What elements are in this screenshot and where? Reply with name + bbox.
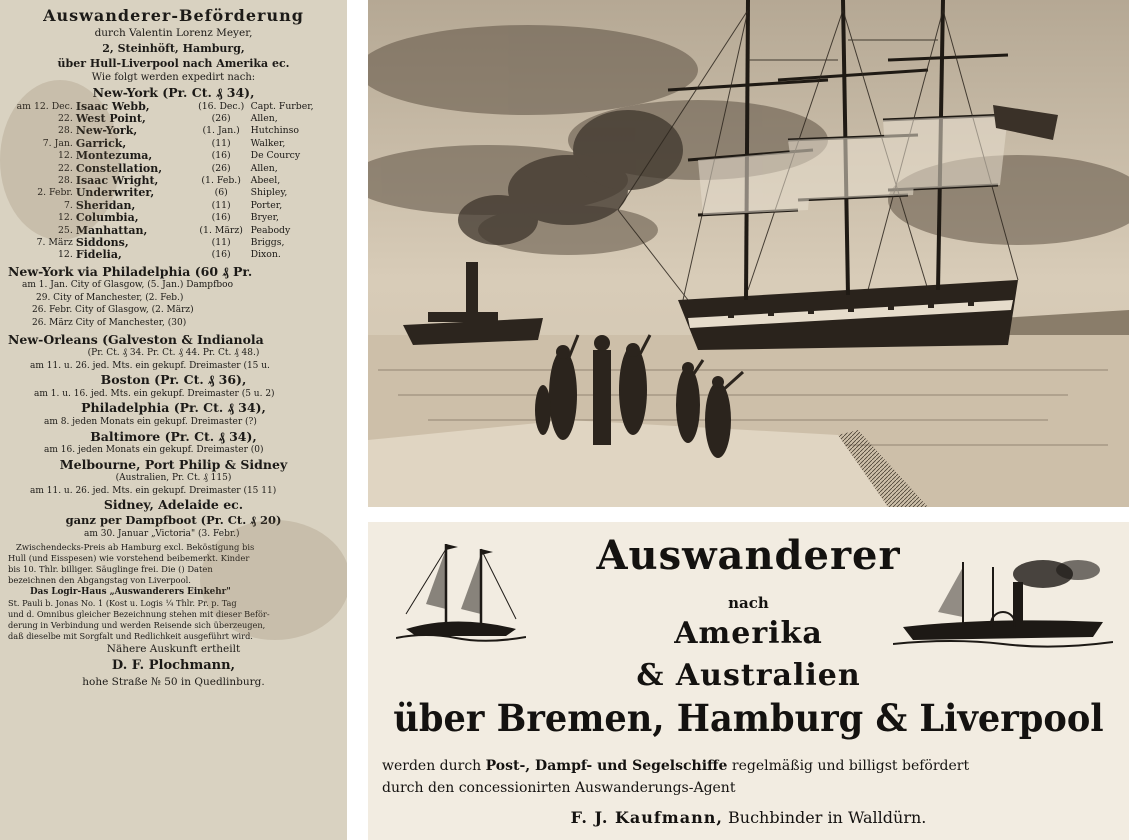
ad-body-text: regelmäßig und billigst befördert [731,758,970,774]
ad-signature [368,808,1129,827]
ad-body-emphasis: Post-, Dampf- und Segelschiffe [485,758,728,774]
schedule-row: 25. Manhattan, (1. März) Peabody [58,223,291,237]
ad-route: über Bremen, Hamburg & Liverpool [393,696,1104,740]
schedule-line: am 11. u. 26. jed. Mts. ein gekupf. Dreimaster (15 u. [30,360,270,371]
clipping-route: über Hull-Liverpool nach Amerika ec. [57,57,290,70]
schedule-line: 26. März City of Manchester, (30) [32,318,187,329]
newspaper-clipping [0,0,347,840]
ship-engraving [368,0,1129,507]
ad-destination-australien: & Australien [636,658,861,693]
ship-engraving-illustration [368,0,1129,507]
clipping-address: 2, Steinhöft, Hamburg, [102,42,245,55]
section-header-baltimore: Baltimore (Pr. Ct. ₰ 34), [90,428,257,444]
note-line: derung in Verbindung und werden Reisende sich überzeugen, [8,619,266,630]
schedule-row: 7. Sheridan, (11) Porter, [63,198,283,212]
agent-title: Buchbinder in Walldürn. [728,808,927,827]
section-header-sidney: Sidney, Adelaide ec. [103,497,244,513]
clipping-title: Auswanderer-Beförderung [43,6,304,25]
section-header-melbourne: Melbourne, Port Philip & Sidney [59,456,288,472]
price-line: (Australien, Pr. Ct. ₰ 115) [115,473,232,484]
schedule-row: 12. Montezuma, (16) De Courcy [58,149,301,163]
section-header-philadelphia: Philadelphia (Pr. Ct. ₰ 34), [81,400,266,416]
clipping-byline: durch Valentin Lorenz Meyer, [94,27,253,39]
schedule-row: 2. Febr. Underwriter, (6) Shipley, [37,186,288,200]
schedule-line: 29. City of Manchester, (2. Feb.) [36,292,184,303]
paper-stain [0,80,120,240]
agent-name: D. F. Plochmann, [111,657,236,673]
clipping-intro: Wie folgt werden expedirt nach: [91,72,256,83]
schedule-row: am 12. Dec. Isaac Webb, (16. Dec.) Capt. Furber, [16,99,314,113]
note-line: daß dieselbe mit Sorgfalt und Redlichkeit ausgeführt wird. [8,630,253,641]
schedule-row: 7. März Siddons, (11) Briggs, [36,235,285,249]
section-header-new-york: New-York (Pr. Ct. ₰ 34), [92,85,255,100]
section-header-steamboat: ganz per Dampfboot (Pr. Ct. ₰ 20) [65,512,282,527]
ad-nach: nach [728,594,769,612]
ad-body-line-2: durch den concessionirten Auswanderungs-Agent [382,780,736,796]
paper-stain [200,520,347,640]
schedule-row: 28. New-York, (1. Jan.) Hutchinso [58,124,299,138]
schedule-line: am 8. jeden Monats ein gekupf. Dreimaster (?) [44,416,257,427]
agent-address: hohe Straße № 50 in Quedlinburg. [82,675,265,688]
schedule-line: am 1. u. 16. jed. Mts. ein gekupf. Dreimaster (5 u. 2) [34,388,275,399]
schedule-line: am 11. u. 26. jed. Mts. ein gekupf. Dreimaster (15 11) [30,485,277,496]
ad-body-text: werden durch [382,758,482,774]
section-header-boston: Boston (Pr. Ct. ₰ 36), [100,372,247,388]
ad-destination-amerika: Amerika [674,616,823,651]
schedule-row: 12. Columbia, (16) Bryer, [58,211,280,225]
schedule-line: 26. Febr. City of Glasgow, (2. März) [32,305,194,316]
schedule-line: am 16. jeden Monats ein gekupf. Dreimaster (0) [44,445,264,456]
note-line: bezeichnen den Abgangstag von Liverpool. [8,574,191,585]
note-line: Das Logir-Haus „Auswanderers Einkehr" [30,586,231,597]
section-header-new-orleans: New-Orleans (Galveston & Indianola [8,331,264,347]
schedule-row: 22. Constellation, (26) Allen, [58,161,278,175]
schedule-row: 28. Isaac Wright, (1. Feb.) Abeel, [58,173,281,187]
note-line: Zwischendecks-Preis ab Hamburg excl. Beköstigung bis [16,541,255,552]
more-info-line: Nähere Auskunft ertheilt [106,642,241,655]
note-line: bis 10. Thlr. billiger. Säuglinge frei. Die () Daten [8,563,213,574]
emigration-advertisement [368,522,1129,840]
ad-body-line-1 [382,758,969,774]
section-header-philadelphia-route: New-York via Philadelphia (60 ₰ Pr. [8,263,253,279]
schedule-line: am 30. Januar „Victoria" (3. Febr.) [84,529,240,540]
note-line: St. Pauli b. Jonas No. 1 (Kost u. Logis ¼ Thlr. Pr. p. Tag [8,597,237,608]
schedule-row: 7. Jan. Garrick, (11) Walker, [42,136,286,150]
agent-name: F. J. Kaufmann, [570,808,723,827]
schedule-row: 12. Fidelia, (16) Dixon. [58,248,281,262]
schedule-line: am 1. Jan. City of Glasgow, (5. Jan.) Dampfboo [22,280,233,291]
price-line: (Pr. Ct. ₰ 34. Pr. Ct. ₰ 44. Pr. Ct. ₰ 48.) [87,348,260,359]
note-line: und d. Omnibus gleicher Bezeichnung stehen mit dieser Beför- [8,608,270,619]
schedule-row: 22. West Point, (26) Allen, [58,111,278,125]
note-line: Hull (und Eisspesen) wie vorstehend beibemerkt. Kinder [8,552,250,563]
ad-title: Auswanderer [596,532,901,579]
